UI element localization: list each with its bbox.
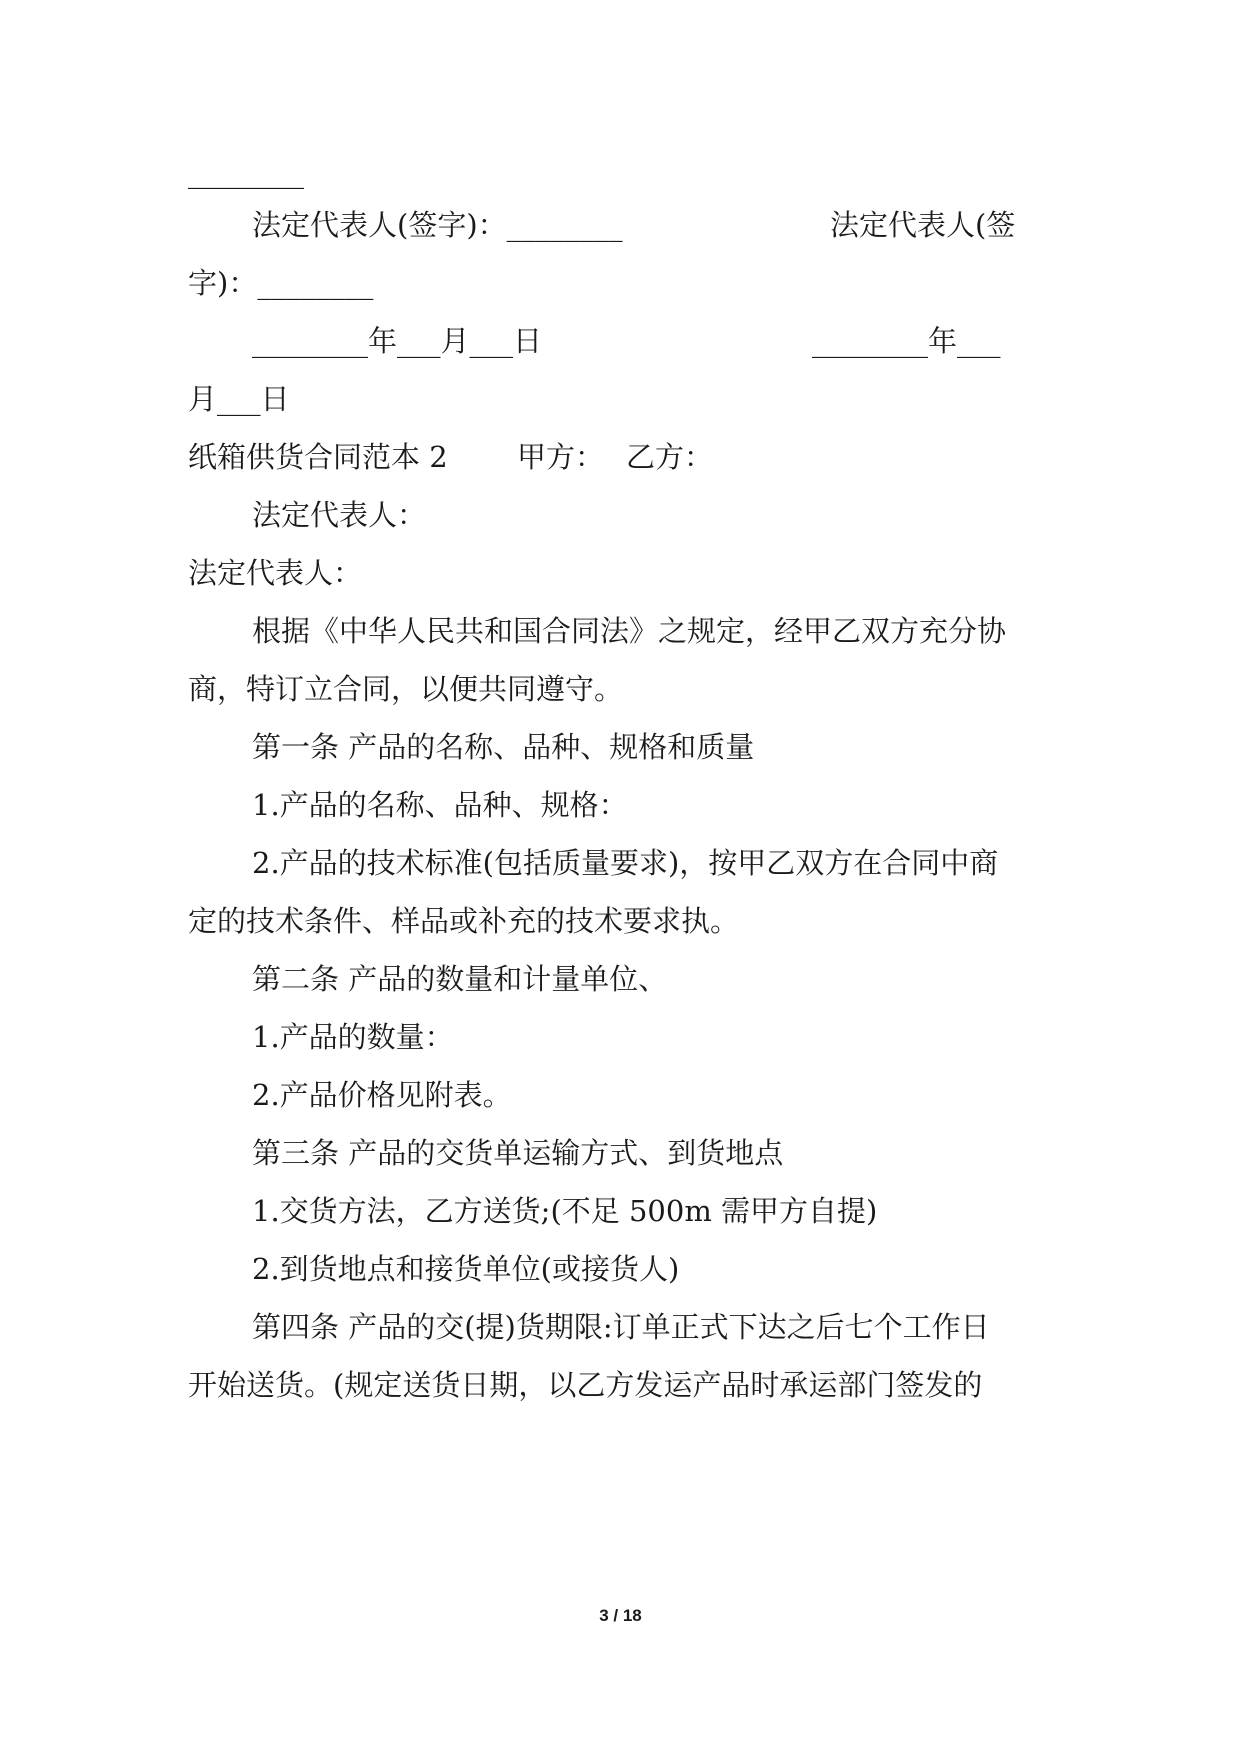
legal-rep-b: 法定代表人：	[188, 556, 363, 590]
contract-title: 纸箱供货合同范本 2	[188, 440, 448, 474]
date-line-continued: 月___日	[188, 382, 290, 416]
article-3-item-1: 1.交货方法，乙方送货;(不足 500m 需甲方自提)	[252, 1194, 878, 1228]
article-1-item-2-continued: 定的技术条件、样品或补充的技术要求执。	[188, 904, 740, 938]
legal-rep-signature-continued: 字)：________	[188, 266, 374, 300]
party-a-label: 甲方：	[517, 440, 605, 474]
article-2-heading: 第二条 产品的数量和计量单位、	[252, 962, 668, 996]
article-1-heading: 第一条 产品的名称、品种、规格和质量	[252, 730, 755, 764]
article-3-heading: 第三条 产品的交货单运输方式、到货地点	[252, 1136, 784, 1170]
article-1-item-1: 1.产品的名称、品种、规格：	[252, 788, 628, 822]
article-4-line-2: 开始送货。(规定送货日期，以乙方发运产品时承运部门签发的	[188, 1368, 983, 1402]
date-line-right: ________年___	[812, 324, 1001, 358]
legal-rep-signature-right: 法定代表人(签	[830, 208, 1016, 242]
legal-rep-a: 法定代表人：	[252, 498, 427, 532]
preamble-line-2: 商，特订立合同，以便共同遵守。	[188, 672, 624, 706]
date-line-left: ________年___月___日	[252, 324, 543, 358]
article-4-line-1: 第四条 产品的交(提)货期限:订单正式下达之后七个工作日	[252, 1310, 990, 1344]
article-3-item-2: 2.到货地点和接货单位(或接货人)	[252, 1252, 680, 1286]
legal-rep-signature-left: 法定代表人(签字)：________	[252, 208, 623, 242]
preamble-line-1: 根据《中华人民共和国合同法》之规定，经甲乙双方充分协	[252, 614, 1007, 648]
article-2-item-1: 1.产品的数量：	[252, 1020, 454, 1054]
party-b-label: 乙方：	[626, 440, 714, 474]
article-2-item-2: 2.产品价格见附表。	[252, 1078, 512, 1112]
signature-underline: ________	[188, 155, 304, 189]
page-number: 3 / 18	[599, 1606, 642, 1625]
article-1-item-2: 2.产品的技术标准(包括质量要求)，按甲乙双方在合同中商	[252, 846, 999, 880]
